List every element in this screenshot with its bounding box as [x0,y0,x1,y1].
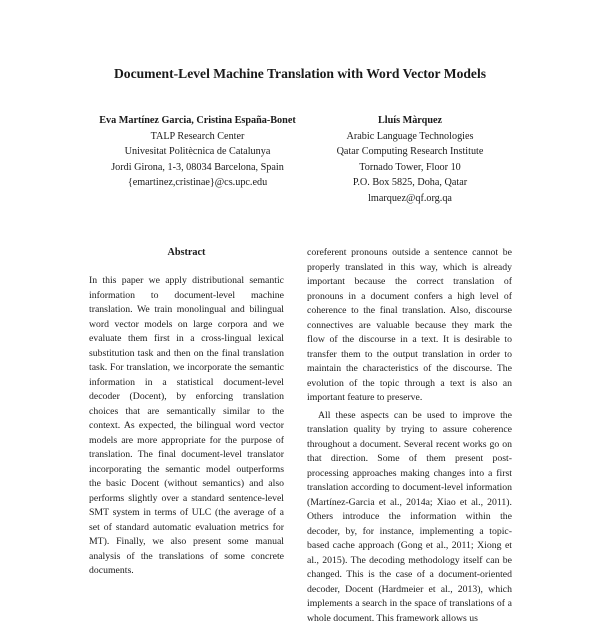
body-paragraph: coreferent pronouns outside a sentence cannot be properly translated in this way, which is already important because the correct translation of pronouns in a document confers a high level of coherence to the final translation. Also, discourse connectives are valuable because they mark the flow of the discourse in a text. It is desirable to transfer them to the output translation in order to maintain the characteristics of the discourse. The evolution of the topic through a text is also an important feature to preserve. [307,246,512,406]
author-names-left: Eva Martínez Garcia, Cristina España-Bonet [70,113,325,129]
address-line: Tornado Tower, Floor 10 [295,160,525,176]
affiliation-line: Univesitat Politècnica de Catalunya [70,144,325,160]
email-line: lmarquez@qf.org.qa [295,191,525,207]
right-column [307,246,512,626]
left-column [89,246,284,579]
address-line: P.O. Box 5825, Doha, Qatar [295,175,525,191]
paper-title: Document-Level Machine Translation with Word Vector Models [0,66,600,82]
affiliation-line: Arabic Language Technologies [295,129,525,145]
email-line: {emartinez,cristinae}@cs.upc.edu [70,175,325,191]
body-paragraph: All these aspects can be used to improve the translation quality by trying to assure coherence throughout a document. Several recent works go on that direction. Some of them present post-processing approaches making changes into a first translation according to document-level information (Martínez-Garcia et al., 2014a; Xiao et al., 2011). Others introduce the information within the decoder, by, for instance, implementing a topic-based cache approach (Gong et al., 2011; Xiong et al., 2015). The decoding methodology itself can be changed. This is the case of a document-oriented decoder, Docent (Hardmeier et al., 2013), which implements a search in the space of translations of a whole document. This framework allows us [307,409,512,626]
address-line: Jordi Girona, 1-3, 08034 Barcelona, Spain [70,160,325,176]
abstract-text: In this paper we apply distributional semantic information to document-level machine translation. We train monolingual and bilingual word vector models on large corpora and we evaluate them first in a cross-lingual lexical substitution task and then on the final translation task. For translation, we incorporate the semantic information in a statistical document-level decoder (Docent), by enforcing translation choices that are semantically similar to the context. As expected, the bilingual word vector models are more appropriate for the purpose of translation. The final document-level translator incorporating the semantic model outperforms the basic Docent (without semantics) and also performs slightly over a standard sentence-level SMT system in terms of ULC (the average of a set of standard automatic evaluation metrics for MT). Finally, we also present some manual analysis of the translations of some concrete documents. [89,274,284,579]
abstract-heading: Abstract [89,246,284,261]
affiliation-line: TALP Research Center [70,129,325,145]
author-names-right: Lluís Màrquez [295,113,525,129]
author-block-left [70,113,325,191]
author-block-right [295,113,525,207]
affiliation-line: Qatar Computing Research Institute [295,144,525,160]
